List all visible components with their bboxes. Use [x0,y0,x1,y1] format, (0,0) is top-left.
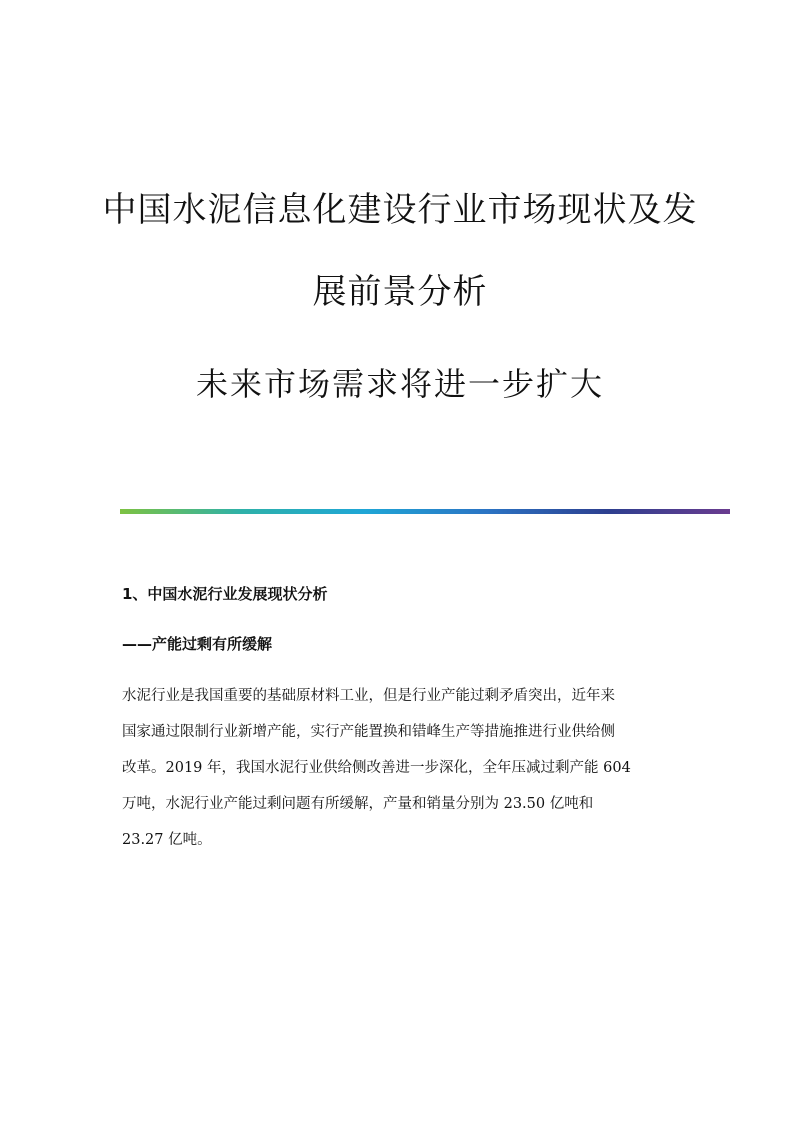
paragraph-line: 国家通过限制行业新增产能，实行产能置换和错峰生产等措施推进行业供给侧 [122,724,615,740]
document-title-line-2: 展前景分析 [312,272,488,312]
paragraph-line: 改革。2019 年，我国水泥行业供给侧改善进一步深化，全年压减过剩产能 604 [122,760,631,776]
gradient-divider [120,509,730,514]
section-body-paragraph [122,678,688,858]
paragraph-line: 23.27 亿吨。 [122,832,212,848]
document-subtitle: 未来市场需求将进一步扩大 [195,365,604,403]
section-heading: 1、中国水泥行业发展现状分析 [122,585,328,603]
document-title-line-1: 中国水泥信息化建设行业市场现状及发 [102,190,698,230]
paragraph-line: 万吨，水泥行业产能过剩问题有所缓解，产量和销量分别为 23.50 亿吨和 [122,796,594,812]
section-subheading: ——产能过剩有所缓解 [122,635,273,653]
paragraph-line: 水泥行业是我国重要的基础原材料工业，但是行业产能过剩矛盾突出，近年来 [122,688,615,704]
